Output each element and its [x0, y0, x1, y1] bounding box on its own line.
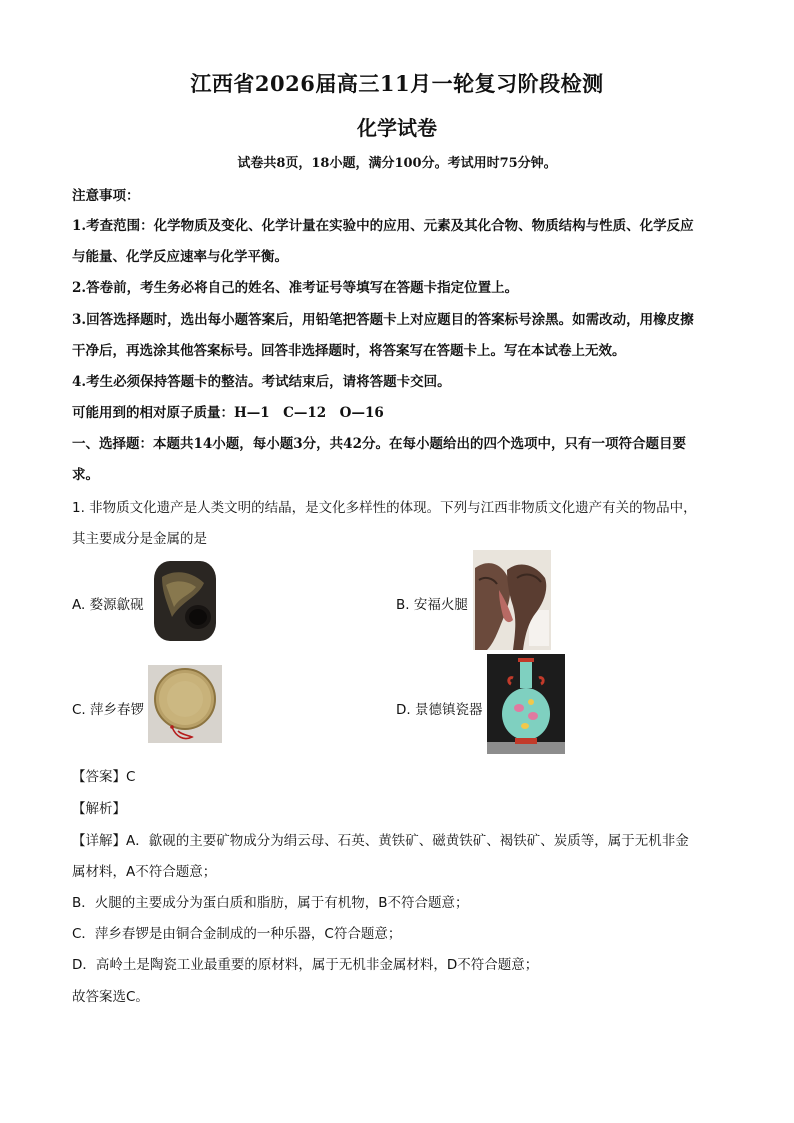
section-heading-line-1: 一、选择题：本题共14小题，每小题3分，共42分。在每小题给出的四个选项中，只有一项符合题目要 [72, 436, 686, 452]
detail-b: B．火腿的主要成分为蛋白质和脂肪，属于有机物，B不符合题意； [72, 895, 469, 911]
note-2: 2.答卷前，考生务必将自己的姓名、准考证号等填写在答题卡指定位置上。 [72, 280, 519, 296]
exam-title: 江西省2026届高三11月一轮复习阶段检测 [190, 71, 604, 96]
detail-d: D．高岭土是陶瓷工业最重要的原材料，属于无机非金属材料，D不符合题意； [72, 957, 539, 973]
option-a-label: A. 婺源歙砚 [72, 597, 144, 613]
note-3-line-2: 干净后，再选涂其他答案标号。回答非选择题时，将答案写在答题卡上。写在本试卷上无效。 [72, 343, 626, 359]
note-3-line-1: 3.回答选择题时，选出每小题答案后，用铅笔把答题卡上对应题目的答案标号涂黑。如需改动，用橡皮擦 [72, 312, 694, 328]
question-1-stem-line-1: 1. 非物质文化遗产是人类文明的结晶，是文化多样性的体现。下列与江西非物质文化遗产有关的物品中， [72, 500, 697, 516]
answer: 【答案】C [72, 769, 136, 785]
vase-image [487, 654, 565, 754]
section-heading-line-2: 求。 [72, 467, 99, 483]
option-b-label: B. 安福火腿 [396, 597, 468, 613]
analysis-heading: 【解析】 [72, 801, 126, 817]
conclusion: 故答案选C。 [72, 989, 149, 1005]
notes-heading: 注意事项： [72, 188, 140, 204]
note-4: 4.考生必须保持答题卡的整洁。考试结束后，请将答题卡交回。 [72, 374, 451, 390]
detail-c: C．萍乡春锣是由铜合金制成的一种乐器，C符合题意； [72, 926, 402, 942]
question-1-stem-line-2: 其主要成分是金属的是 [72, 531, 207, 547]
option-d-label: D. 景德镇瓷器 [396, 702, 483, 718]
detail-line-1: 【详解】A．歙砚的主要矿物成分为绢云母、石英、黄铁矿、磁黄铁矿、褐铁矿、炭质等，属于无机非金 [72, 833, 689, 849]
inkstone-image [152, 557, 220, 645]
atomic-mass: 可能用到的相对原子质量：H—1 C—12 O—16 [72, 405, 384, 421]
detail-line-2: 属材料，A不符合题意； [72, 864, 217, 880]
ham-image [473, 550, 551, 650]
note-1-line-1: 1.考查范围：化学物质及变化、化学计量在实验中的应用、元素及其化合物、物质结构与性质、化学反应 [72, 218, 694, 234]
note-1-line-2: 与能量、化学反应速率与化学平衡。 [72, 249, 288, 265]
option-c-label: C. 萍乡春锣 [72, 702, 145, 718]
exam-meta: 试卷共8页，18小题，满分100分。考试用时75分钟。 [237, 156, 557, 171]
gong-image [148, 665, 222, 743]
exam-subtitle: 化学试卷 [357, 116, 437, 140]
